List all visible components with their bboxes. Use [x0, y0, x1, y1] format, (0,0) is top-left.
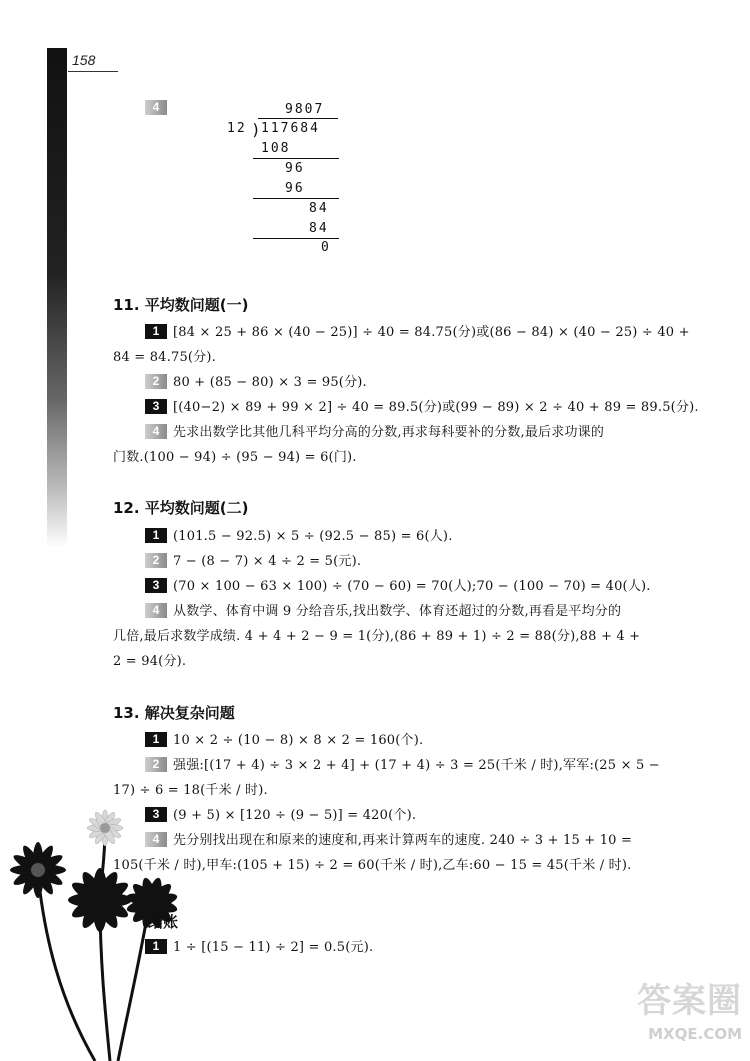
answer-badge: 4	[145, 832, 167, 847]
divisor: 12	[227, 121, 247, 136]
answer-badge: 1	[145, 939, 167, 954]
section-title: 结账	[148, 913, 179, 931]
section-title: 11. 平均数问题(一)	[113, 296, 249, 314]
division-step: 96	[285, 181, 305, 196]
answer-badge: 4	[145, 603, 167, 618]
answer-line: 1 [84 × 25 + 86 × (40 − 25)] ÷ 40 = 84.75(分)或(86 − 84) × (40 − 25) ÷ 40 +	[145, 321, 690, 340]
answer-line: 4 从数学、体育中调 9 分给音乐,找出数学、体育还超过的分数,再看是平均分的	[145, 600, 621, 619]
answer-line-continued: 门数.(100 − 94) ÷ (95 − 94) = 6(门).	[113, 450, 357, 465]
answer-line-continued: 105(千米 / 时),甲车:(105 + 15) ÷ 2 = 60(千米 / 时),乙车:60 − 15 = 45(千米 / 时).	[113, 858, 632, 873]
answer-badge: 1	[145, 732, 167, 747]
division-bracket: )	[251, 120, 263, 139]
answer-badge: 3	[145, 399, 167, 414]
answer-badge: 2	[145, 553, 167, 568]
division-step-line	[253, 198, 339, 199]
section-title: 12. 平均数问题(二)	[113, 499, 249, 517]
division-step-line	[253, 238, 339, 239]
decorative-side-bar	[47, 48, 67, 548]
answer-badge: 2	[145, 374, 167, 389]
answer-line: 3 (70 × 100 − 63 × 100) ÷ (70 − 60) = 70(人);70 − (100 − 70) = 40(人).	[145, 575, 651, 594]
division-step-line	[253, 158, 339, 159]
answer-line: 3 (9 + 5) × [120 ÷ (9 − 5)] = 420(个).	[145, 804, 416, 823]
section-title: 13. 解决复杂问题	[113, 704, 235, 722]
answer-line: 2 强强:[(17 + 4) ÷ 3 × 2 + 4] + (17 + 4) ÷ 3 = 25(千米 / 时),军军:(25 × 5 −	[145, 754, 660, 773]
answer-badge: 1	[145, 324, 167, 339]
answer-line: 1 1 ÷ [(15 − 11) ÷ 2] = 0.5(元).	[145, 936, 373, 955]
answer-line-continued: 84 = 84.75(分).	[113, 350, 216, 365]
answer-line-continued: 17) ÷ 6 = 18(千米 / 时).	[113, 783, 268, 798]
division-step: 84	[309, 221, 329, 236]
division-remainder: 0	[321, 240, 331, 255]
answer-badge: 2	[145, 757, 167, 772]
watermark-logo: 答案圈	[637, 981, 742, 1021]
answer-badge: 1	[145, 528, 167, 543]
answer-line: 4 先求出数学比其他几科平均分高的分数,再求每科要补的分数,最后求功课的	[145, 421, 604, 440]
answer-badge: 3	[145, 578, 167, 593]
answer-line: 4 先分别找出现在和原来的速度和,再来计算两车的速度. 240 ÷ 3 + 15 + 10 =	[145, 829, 632, 848]
quotient: 9807	[285, 102, 325, 117]
dividend: 117684	[261, 121, 320, 136]
watermark	[612, 973, 742, 1043]
division-step: 108	[261, 141, 291, 156]
division-badge: 4	[145, 100, 167, 115]
answer-line: 1 (101.5 − 92.5) × 5 ÷ (92.5 − 85) = 6(人).	[145, 525, 453, 544]
answer-line-continued: 几倍,最后求数学成绩. 4 + 4 + 2 − 9 = 1(分),(86 + 89 + 1) ÷ 2 = 88(分),88 + 4 +	[113, 629, 641, 644]
answer-badge: 4	[145, 424, 167, 439]
division-step: 96	[285, 161, 305, 176]
page-number: 158	[72, 52, 96, 68]
answer-line: 3 [(40−2) × 89 + 99 × 2] ÷ 40 = 89.5(分)或(99 − 89) × 2 ÷ 40 + 89 = 89.5(分).	[145, 396, 699, 415]
division-bar	[258, 118, 338, 119]
answer-line-continued: 2 = 94(分).	[113, 654, 187, 669]
answer-line: 1 10 × 2 ÷ (10 − 8) × 8 × 2 = 160(个).	[145, 729, 423, 748]
long-division	[225, 100, 345, 260]
answer-badge: 3	[145, 807, 167, 822]
watermark-url: MXQE.COM	[648, 1025, 742, 1043]
division-step: 84	[309, 201, 329, 216]
answer-line: 2 80 + (85 − 80) × 3 = 95(分).	[145, 371, 367, 390]
page-number-rule	[68, 71, 118, 72]
answer-line: 2 7 − (8 − 7) × 4 ÷ 2 = 5(元).	[145, 550, 361, 569]
